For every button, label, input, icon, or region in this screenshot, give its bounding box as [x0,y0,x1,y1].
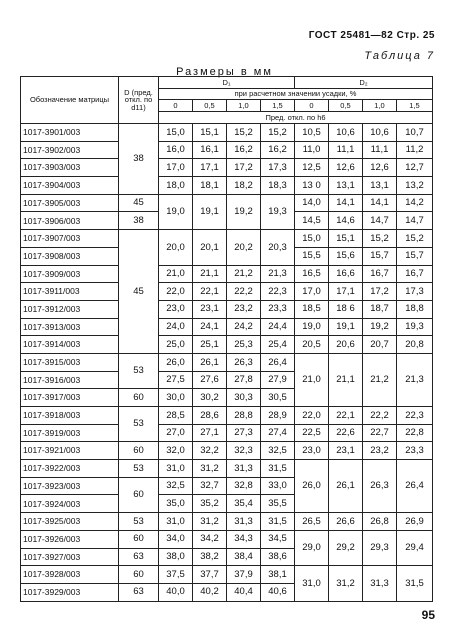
table-cell: 26,4 [261,353,295,371]
table-cell: 34,5 [261,530,295,548]
table-cell: 30,2 [193,389,227,407]
table-cell: 20,0 [159,230,193,265]
table-cell: 38,0 [159,548,193,566]
matrix-code: 1017-3915/003 [21,353,119,371]
table-cell: 63 [119,548,159,566]
table-cell: 60 [119,477,159,512]
table-cell: 37,5 [159,566,193,584]
table-cell: 16,6 [329,265,363,283]
col-d: D (пред. откл. по d11) [119,77,159,124]
table-cell: 12,6 [329,159,363,177]
table-cell: 22,3 [397,407,433,425]
table-cell: 29,4 [397,530,433,565]
matrix-code: 1017-3909/003 [21,265,119,283]
table-cell: 19,0 [295,318,329,336]
matrix-code: 1017-3921/003 [21,442,119,460]
table-cell: 22,7 [363,424,397,442]
table-cell: 14,6 [329,212,363,230]
table-cell: 26,8 [363,513,397,531]
table-cell: 28,9 [261,407,295,425]
col-d2: D₂ [295,77,433,89]
table-cell: 22,8 [397,424,433,442]
gost-header: ГОСТ 25481—82 Стр. 25 [308,30,435,41]
table-cell: 17,0 [295,283,329,301]
table-cell: 35,0 [159,495,193,513]
table-cell: 12,7 [397,159,433,177]
table-cell: 16,2 [261,141,295,159]
d-cell: 38 [119,124,159,195]
table-row [21,353,433,371]
table-cell: 35,4 [227,495,261,513]
table-cell: 15,2 [227,124,261,142]
table-cell: 17,1 [329,283,363,301]
table-cell: 25,4 [261,336,295,354]
shrink-val: 1,0 [363,100,397,112]
table-cell: 27,3 [227,424,261,442]
table-cell: 60 [119,389,159,407]
table-row [21,141,433,159]
table-cell: 27,0 [159,424,193,442]
table-cell: 28,6 [193,407,227,425]
table-cell: 14,1 [363,194,397,212]
table-cell: 60 [119,530,159,548]
table-cell: 13 0 [295,177,329,195]
col-designation: Обозначение матрицы [21,77,119,124]
table-cell: 23,2 [363,442,397,460]
shrink-val: 1,0 [227,100,261,112]
table-cell: 15,0 [159,124,193,142]
matrix-code: 1017-3928/003 [21,566,119,584]
table-cell: 17,3 [397,283,433,301]
table-row [21,336,433,354]
table-cell: 27,9 [261,371,295,389]
table-cell: 25,1 [193,336,227,354]
matrix-code: 1017-3924/003 [21,495,119,513]
table-cell: 45 [119,230,159,354]
matrix-code: 1017-3914/003 [21,336,119,354]
matrix-code: 1017-3905/003 [21,194,119,212]
matrix-code: 1017-3923/003 [21,477,119,495]
table-cell: 63 [119,583,159,601]
table-cell: 19,0 [159,194,193,229]
table-cell: 18,7 [363,300,397,318]
table-row [21,124,433,142]
table-row [21,442,433,460]
table-cell: 22,2 [227,283,261,301]
col-tolerance: Пред. откл. по h6 [159,112,433,124]
matrix-code: 1017-3925/003 [21,513,119,531]
matrix-code: 1017-3929/003 [21,583,119,601]
table-cell: 37,9 [227,566,261,584]
table-cell: 17,1 [193,159,227,177]
page-number: 95 [421,608,435,622]
table-row [21,566,433,584]
table-cell: 45 [119,194,159,212]
table-row [21,460,433,478]
table-cell: 21,3 [261,265,295,283]
table-cell: 31,3 [227,460,261,478]
table-cell: 13,2 [397,177,433,195]
table-cell: 31,3 [363,566,397,601]
table-cell: 16,2 [227,141,261,159]
table-cell: 15,5 [295,247,329,265]
matrix-code: 1017-3904/003 [21,177,119,195]
table-cell: 14,2 [397,194,433,212]
table-cell: 26,5 [295,513,329,531]
table-row [21,513,433,531]
table-cell: 21,0 [295,353,329,406]
table-cell: 34,2 [193,530,227,548]
table-cell: 18,2 [227,177,261,195]
table-cell: 21,0 [159,265,193,283]
shrink-val: 0,5 [329,100,363,112]
table-cell: 18,8 [397,300,433,318]
shrink-val: 1,5 [261,100,295,112]
table-cell: 20,1 [193,230,227,265]
matrix-code: 1017-3916/003 [21,371,119,389]
table-cell: 31,5 [397,566,433,601]
table-cell: 26,1 [329,460,363,513]
table-cell: 30,3 [227,389,261,407]
table-cell: 23,3 [261,300,295,318]
table-cell: 20,7 [363,336,397,354]
table-cell: 12,5 [295,159,329,177]
matrix-code: 1017-3901/003 [21,124,119,142]
table-cell: 12,6 [363,159,397,177]
table-cell: 25,3 [227,336,261,354]
shrink-val: 0 [295,100,329,112]
table-cell: 19,1 [193,194,227,229]
table-cell: 18,1 [193,177,227,195]
table-cell: 30,0 [159,389,193,407]
table-cell: 14,0 [295,194,329,212]
table-cell: 53 [119,513,159,531]
col-d1: D₁ [159,77,295,89]
table-cell: 11,1 [363,141,397,159]
table-cell: 16,1 [193,141,227,159]
table-cell: 21,1 [329,353,363,406]
table-cell: 40,2 [193,583,227,601]
table-cell: 38,6 [261,548,295,566]
table-row [21,318,433,336]
table-cell: 26,1 [193,353,227,371]
table-cell: 24,0 [159,318,193,336]
table-cell: 22,3 [261,283,295,301]
table-cell: 35,2 [193,495,227,513]
matrix-code: 1017-3902/003 [21,141,119,159]
matrix-code: 1017-3907/003 [21,230,119,248]
table-cell: 20,8 [397,336,433,354]
table-cell: 15,2 [397,230,433,248]
table-cell: 15,2 [363,230,397,248]
table-cell: 27,8 [227,371,261,389]
table-cell: 18,5 [295,300,329,318]
table-cell: 19,2 [227,194,261,229]
table-cell: 31,3 [227,513,261,531]
table-cell: 21,1 [193,265,227,283]
table-cell: 11,1 [329,141,363,159]
table-cell: 26,0 [159,353,193,371]
table-cell: 17,2 [363,283,397,301]
table-row [21,530,433,548]
table-cell: 16,0 [159,141,193,159]
table-cell: 22,2 [363,407,397,425]
matrix-code: 1017-3906/003 [21,212,119,230]
table-label: Таблица 7 [364,50,435,62]
table-cell: 23,1 [329,442,363,460]
matrix-code: 1017-3908/003 [21,247,119,265]
table-cell: 10,5 [295,124,329,142]
matrix-code: 1017-3922/003 [21,460,119,478]
table-cell: 20,5 [295,336,329,354]
table-cell: 14,7 [363,212,397,230]
table-cell: 53 [119,353,159,388]
table-cell: 31,0 [159,513,193,531]
table-cell: 28,8 [227,407,261,425]
table-cell: 34,3 [227,530,261,548]
table-cell: 24,4 [261,318,295,336]
table-cell: 37,7 [193,566,227,584]
table-cell: 21,2 [227,265,261,283]
table-cell: 32,3 [227,442,261,460]
table-cell: 32,0 [159,442,193,460]
table-cell: 19,1 [329,318,363,336]
table-cell: 16,7 [363,265,397,283]
table-cell: 10,7 [397,124,433,142]
table-cell: 27,4 [261,424,295,442]
table-cell: 22,1 [329,407,363,425]
col-shrink: при расчетном значении усадки, % [159,89,433,100]
matrix-code: 1017-3912/003 [21,300,119,318]
table-cell: 13,1 [329,177,363,195]
table-cell: 38,1 [261,566,295,584]
table-cell: 21,2 [363,353,397,406]
table-cell: 20,6 [329,336,363,354]
table-cell: 31,0 [159,460,193,478]
table-cell: 34,0 [159,530,193,548]
shrink-val: 0,5 [193,100,227,112]
matrix-code: 1017-3913/003 [21,318,119,336]
table-cell: 26,4 [397,460,433,513]
table-cell: 10,6 [363,124,397,142]
table-cell: 31,2 [329,566,363,601]
table-row [21,265,433,283]
table-cell: 18,3 [261,177,295,195]
table-cell: 26,0 [295,460,329,513]
table-cell: 31,2 [193,460,227,478]
shrink-val: 1,5 [397,100,433,112]
table-cell: 10,6 [329,124,363,142]
table-cell: 29,3 [363,530,397,565]
table-cell: 18 6 [329,300,363,318]
table-cell: 32,2 [193,442,227,460]
table-cell: 15,1 [193,124,227,142]
table-cell: 15,1 [329,230,363,248]
table-cell: 29,0 [295,530,329,565]
table-cell: 32,8 [227,477,261,495]
table-cell: 38,4 [227,548,261,566]
table-cell: 27,6 [193,371,227,389]
table-cell: 30,5 [261,389,295,407]
table-cell: 22,0 [159,283,193,301]
table-cell: 16,5 [295,265,329,283]
table-cell: 26,3 [227,353,261,371]
table-row [21,230,433,248]
table-cell: 15,2 [261,124,295,142]
table-cell: 29,2 [329,530,363,565]
table-cell: 19,3 [261,194,295,229]
table-cell: 18,0 [159,177,193,195]
table-cell: 17,2 [227,159,261,177]
table-cell: 19,3 [397,318,433,336]
matrix-code: 1017-3918/003 [21,407,119,425]
table-cell: 35,5 [261,495,295,513]
table-cell: 14,7 [397,212,433,230]
table-cell: 60 [119,566,159,584]
table-cell: 31,2 [193,513,227,531]
table-cell: 26,3 [363,460,397,513]
page-title: Размеры в мм [176,66,273,78]
shrink-val: 0 [159,100,193,112]
table-cell: 20,3 [261,230,295,265]
table-cell: 21,3 [397,353,433,406]
table-row [21,159,433,177]
matrix-code: 1017-3927/003 [21,548,119,566]
table-row [21,283,433,301]
table-row [21,177,433,195]
table-row [21,300,433,318]
table-cell: 53 [119,460,159,478]
matrix-code: 1017-3911/003 [21,283,119,301]
dimensions-table [20,76,433,602]
table-cell: 40,6 [261,583,295,601]
table-cell: 26,6 [329,513,363,531]
table-cell: 32,5 [261,442,295,460]
table-cell: 27,5 [159,371,193,389]
matrix-code: 1017-3903/003 [21,159,119,177]
table-cell: 22,5 [295,424,329,442]
table-cell: 13,1 [363,177,397,195]
table-cell: 60 [119,442,159,460]
table-cell: 14,5 [295,212,329,230]
table-cell: 38 [119,212,159,230]
table-cell: 26,9 [397,513,433,531]
table-cell: 17,0 [159,159,193,177]
table-cell: 15,6 [329,247,363,265]
table-cell: 31,0 [295,566,329,601]
table-cell: 31,5 [261,513,295,531]
table-cell: 14,1 [329,194,363,212]
table-cell: 40,0 [159,583,193,601]
table-cell: 32,5 [159,477,193,495]
table-cell: 15,7 [397,247,433,265]
table-cell: 28,5 [159,407,193,425]
table-cell: 33,0 [261,477,295,495]
table-cell: 15,7 [363,247,397,265]
table-cell: 24,1 [193,318,227,336]
table-row [21,194,433,212]
matrix-code: 1017-3919/003 [21,424,119,442]
table-cell: 25,0 [159,336,193,354]
table-cell: 22,1 [193,283,227,301]
table-cell: 23,0 [295,442,329,460]
table-cell: 22,6 [329,424,363,442]
table-cell: 27,1 [193,424,227,442]
table-cell: 20,2 [227,230,261,265]
matrix-code: 1017-3917/003 [21,389,119,407]
table-row [21,424,433,442]
table-cell: 22,0 [295,407,329,425]
table-cell: 23,0 [159,300,193,318]
table-cell: 16,7 [397,265,433,283]
table-cell: 31,5 [261,460,295,478]
table-cell: 15,0 [295,230,329,248]
table-cell: 38,2 [193,548,227,566]
table-cell: 19,2 [363,318,397,336]
table-cell: 40,4 [227,583,261,601]
table-cell: 32,7 [193,477,227,495]
table-cell: 11,0 [295,141,329,159]
table-cell: 17,3 [261,159,295,177]
matrix-code: 1017-3926/003 [21,530,119,548]
table-cell: 11,2 [397,141,433,159]
table-cell: 24,2 [227,318,261,336]
table-cell: 23,1 [193,300,227,318]
table-row [21,407,433,425]
table-cell: 53 [119,407,159,442]
table-cell: 23,3 [397,442,433,460]
table-cell: 23,2 [227,300,261,318]
